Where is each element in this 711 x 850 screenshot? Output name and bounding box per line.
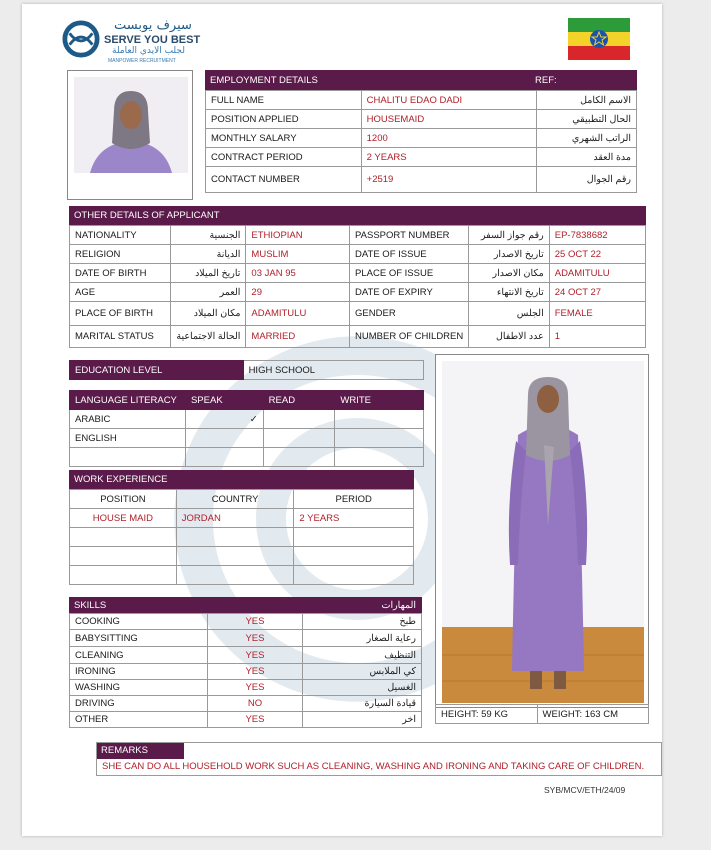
other-label-ar: العمر [171, 283, 246, 302]
employment-label-ar: مدة العقد [537, 148, 637, 167]
skill-value: YES [207, 630, 303, 647]
skill-name: BABYSITTING [70, 630, 208, 647]
other-row [70, 326, 646, 348]
work-country [176, 547, 294, 566]
work-country [176, 566, 294, 585]
other-label-ar: الديانة [171, 245, 246, 264]
employment-label-ar: رقم الجوال [537, 167, 637, 193]
language-write [335, 410, 424, 429]
work-row [70, 509, 414, 528]
other-value: ADAMITULU [246, 302, 350, 326]
other-label: NUMBER OF CHILDREN [350, 326, 469, 348]
weight-value: WEIGHT: 163 CM [537, 705, 648, 724]
employment-row [206, 110, 637, 129]
other-label: DATE OF ISSUE [350, 245, 469, 264]
skills-title-ar: المهارات [381, 599, 416, 611]
skill-value: NO [207, 696, 303, 712]
language-table [69, 390, 424, 467]
work-position: HOUSE MAID [70, 509, 177, 528]
skill-name: IRONING [70, 664, 208, 680]
skill-value: YES [207, 614, 303, 630]
employment-value: 1200 [361, 129, 537, 148]
employment-label-ar: الراتب الشهري [537, 129, 637, 148]
work-title: WORK EXPERIENCE [74, 474, 168, 485]
work-row [70, 528, 414, 547]
education-table [69, 360, 424, 380]
work-period: 2 YEARS [294, 509, 414, 528]
other-label: MARITAL STATUS [70, 326, 171, 348]
other-label: GENDER [350, 302, 469, 326]
skill-row [70, 712, 422, 728]
language-header: LANGUAGE LITERACY [70, 391, 186, 410]
skill-value: YES [207, 647, 303, 664]
employment-row [206, 167, 637, 193]
employment-value: CHALITU EDAO DADI [361, 91, 537, 110]
skills-title: SKILLS [74, 599, 107, 611]
employment-row [206, 129, 637, 148]
other-label-ar: تاريخ الانتهاء [469, 283, 550, 302]
logo-english: SERVE YOU BEST [104, 34, 201, 46]
language-write [335, 429, 424, 448]
other-label-ar: عدد الاطفال [469, 326, 550, 348]
other-label-ar: تاريخ الاصدار [469, 245, 550, 264]
other-label: PLACE OF ISSUE [350, 264, 469, 283]
skill-row [70, 614, 422, 630]
language-header: WRITE [335, 391, 424, 410]
skill-name: WASHING [70, 680, 208, 696]
applicant-portrait-photo [67, 70, 193, 200]
skill-name-ar: رعاية الصغار [303, 630, 422, 647]
other-label: DATE OF BIRTH [70, 264, 171, 283]
work-period [294, 528, 414, 547]
work-header-row [70, 490, 414, 509]
language-header: SPEAK [185, 391, 263, 410]
other-label: DATE OF EXPIRY [350, 283, 469, 302]
skill-row [70, 680, 422, 696]
language-name [70, 448, 186, 467]
employment-title: EMPLOYMENT DETAILS [210, 74, 318, 86]
employment-label: POSITION APPLIED [206, 110, 362, 129]
language-row [70, 410, 424, 429]
skill-name-ar: كي الملابس [303, 664, 422, 680]
employment-label-ar: الحال التطبيقي [537, 110, 637, 129]
work-col-header: POSITION [70, 490, 177, 509]
other-label-ar: تاريخ الميلاد [171, 264, 246, 283]
other-label-ar: مكان الميلاد [171, 302, 246, 326]
employment-value: HOUSEMAID [361, 110, 537, 129]
work-position [70, 547, 177, 566]
other-value: MUSLIM [246, 245, 350, 264]
other-label: AGE [70, 283, 171, 302]
work-col-header: PERIOD [294, 490, 414, 509]
company-logo [62, 18, 252, 66]
skill-row [70, 664, 422, 680]
measurements-table [435, 704, 649, 724]
work-country [176, 528, 294, 547]
employment-row [206, 148, 637, 167]
work-position [70, 528, 177, 547]
language-write [335, 448, 424, 467]
height-value: HEIGHT: 59 KG [436, 705, 538, 724]
language-header-row [70, 391, 424, 410]
logo-arabic-sub: لجلب الايدي العاملة [112, 46, 185, 56]
other-label: PLACE OF BIRTH [70, 302, 171, 326]
remarks-title: REMARKS [101, 745, 148, 756]
work-table [69, 489, 414, 585]
ref-label: REF: [535, 74, 557, 86]
employment-value: 2 YEARS [361, 148, 537, 167]
work-header [69, 470, 414, 489]
language-read [263, 410, 335, 429]
employment-header [205, 70, 637, 90]
other-label-ar: الجنسية [171, 226, 246, 245]
work-position [70, 566, 177, 585]
document-code: SYB/MCV/ETH/24/09 [544, 785, 626, 795]
other-value: 03 JAN 95 [246, 264, 350, 283]
skill-value: YES [207, 680, 303, 696]
skill-value: YES [207, 712, 303, 728]
other-label-ar: مكان الاصدار [469, 264, 550, 283]
skill-name: DRIVING [70, 696, 208, 712]
other-value: 1 [549, 326, 645, 348]
employment-label: MONTHLY SALARY [206, 129, 362, 148]
other-row [70, 264, 646, 283]
education-value: HIGH SCHOOL [243, 361, 423, 380]
language-read [263, 448, 335, 467]
skill-name-ar: طبخ [303, 614, 422, 630]
skill-name-ar: التنظيف [303, 647, 422, 664]
other-details-title: OTHER DETAILS OF APPLICANT [74, 210, 220, 221]
logo-arabic: سيرف يوبست [114, 18, 192, 33]
other-label: NATIONALITY [70, 226, 171, 245]
employment-label: CONTRACT PERIOD [206, 148, 362, 167]
other-label: PASSPORT NUMBER [350, 226, 469, 245]
skill-name: OTHER [70, 712, 208, 728]
other-value: 29 [246, 283, 350, 302]
skill-row [70, 630, 422, 647]
language-speak [185, 429, 263, 448]
other-row [70, 226, 646, 245]
other-value: FEMALE [549, 302, 645, 326]
other-row [70, 283, 646, 302]
skill-name-ar: الغسيل [303, 680, 422, 696]
work-row [70, 547, 414, 566]
work-country: JORDAN [176, 509, 294, 528]
skills-table [69, 613, 422, 728]
language-read [263, 429, 335, 448]
language-name: ARABIC [70, 410, 186, 429]
logo-sub: MANPOWER RECRUITMENT [108, 58, 176, 64]
skill-row [70, 647, 422, 664]
language-row [70, 448, 424, 467]
employment-label: FULL NAME [206, 91, 362, 110]
work-period [294, 566, 414, 585]
other-label-ar: الجلس [469, 302, 550, 326]
employment-row [206, 91, 637, 110]
skill-name: CLEANING [70, 647, 208, 664]
language-header: READ [263, 391, 335, 410]
applicant-fullbody-photo [435, 354, 649, 708]
other-value: ADAMITULU [549, 264, 645, 283]
skill-name-ar: اخر [303, 712, 422, 728]
skill-name: COOKING [70, 614, 208, 630]
other-value: 25 OCT 22 [549, 245, 645, 264]
employment-label-ar: الاسم الكامل [537, 91, 637, 110]
other-row [70, 245, 646, 264]
other-value: EP-7838682 [549, 226, 645, 245]
language-speak: ✓ [185, 410, 263, 429]
skills-header [69, 597, 422, 613]
employment-value: +2519 [361, 167, 537, 193]
other-details-header [69, 206, 646, 225]
other-value: 24 OCT 27 [549, 283, 645, 302]
language-name: ENGLISH [70, 429, 186, 448]
employment-label: CONTACT NUMBER [206, 167, 362, 193]
other-label-ar: الحالة الاجتماعية [171, 326, 246, 348]
cv-page [22, 4, 662, 836]
remarks-text: SHE CAN DO ALL HOUSEHOLD WORK SUCH AS CLEANING, WASHING AND IRONING AND TAKING CARE OF CHILDREN. [102, 761, 645, 772]
other-row [70, 302, 646, 326]
other-value: ETHIOPIAN [246, 226, 350, 245]
language-speak [185, 448, 263, 467]
employment-table [205, 90, 637, 193]
skill-row [70, 696, 422, 712]
skill-name-ar: قيادة السيارة [303, 696, 422, 712]
other-value: MARRIED [246, 326, 350, 348]
language-row [70, 429, 424, 448]
skill-value: YES [207, 664, 303, 680]
work-row [70, 566, 414, 585]
other-details-table [69, 225, 646, 348]
other-label: RELIGION [70, 245, 171, 264]
work-col-header: COUNTRY [176, 490, 294, 509]
logo-emblem-icon [62, 20, 100, 58]
work-period [294, 547, 414, 566]
ethiopia-flag-icon [568, 18, 630, 60]
other-label-ar: رقم جواز السفر [469, 226, 550, 245]
education-label: EDUCATION LEVEL [70, 361, 244, 380]
